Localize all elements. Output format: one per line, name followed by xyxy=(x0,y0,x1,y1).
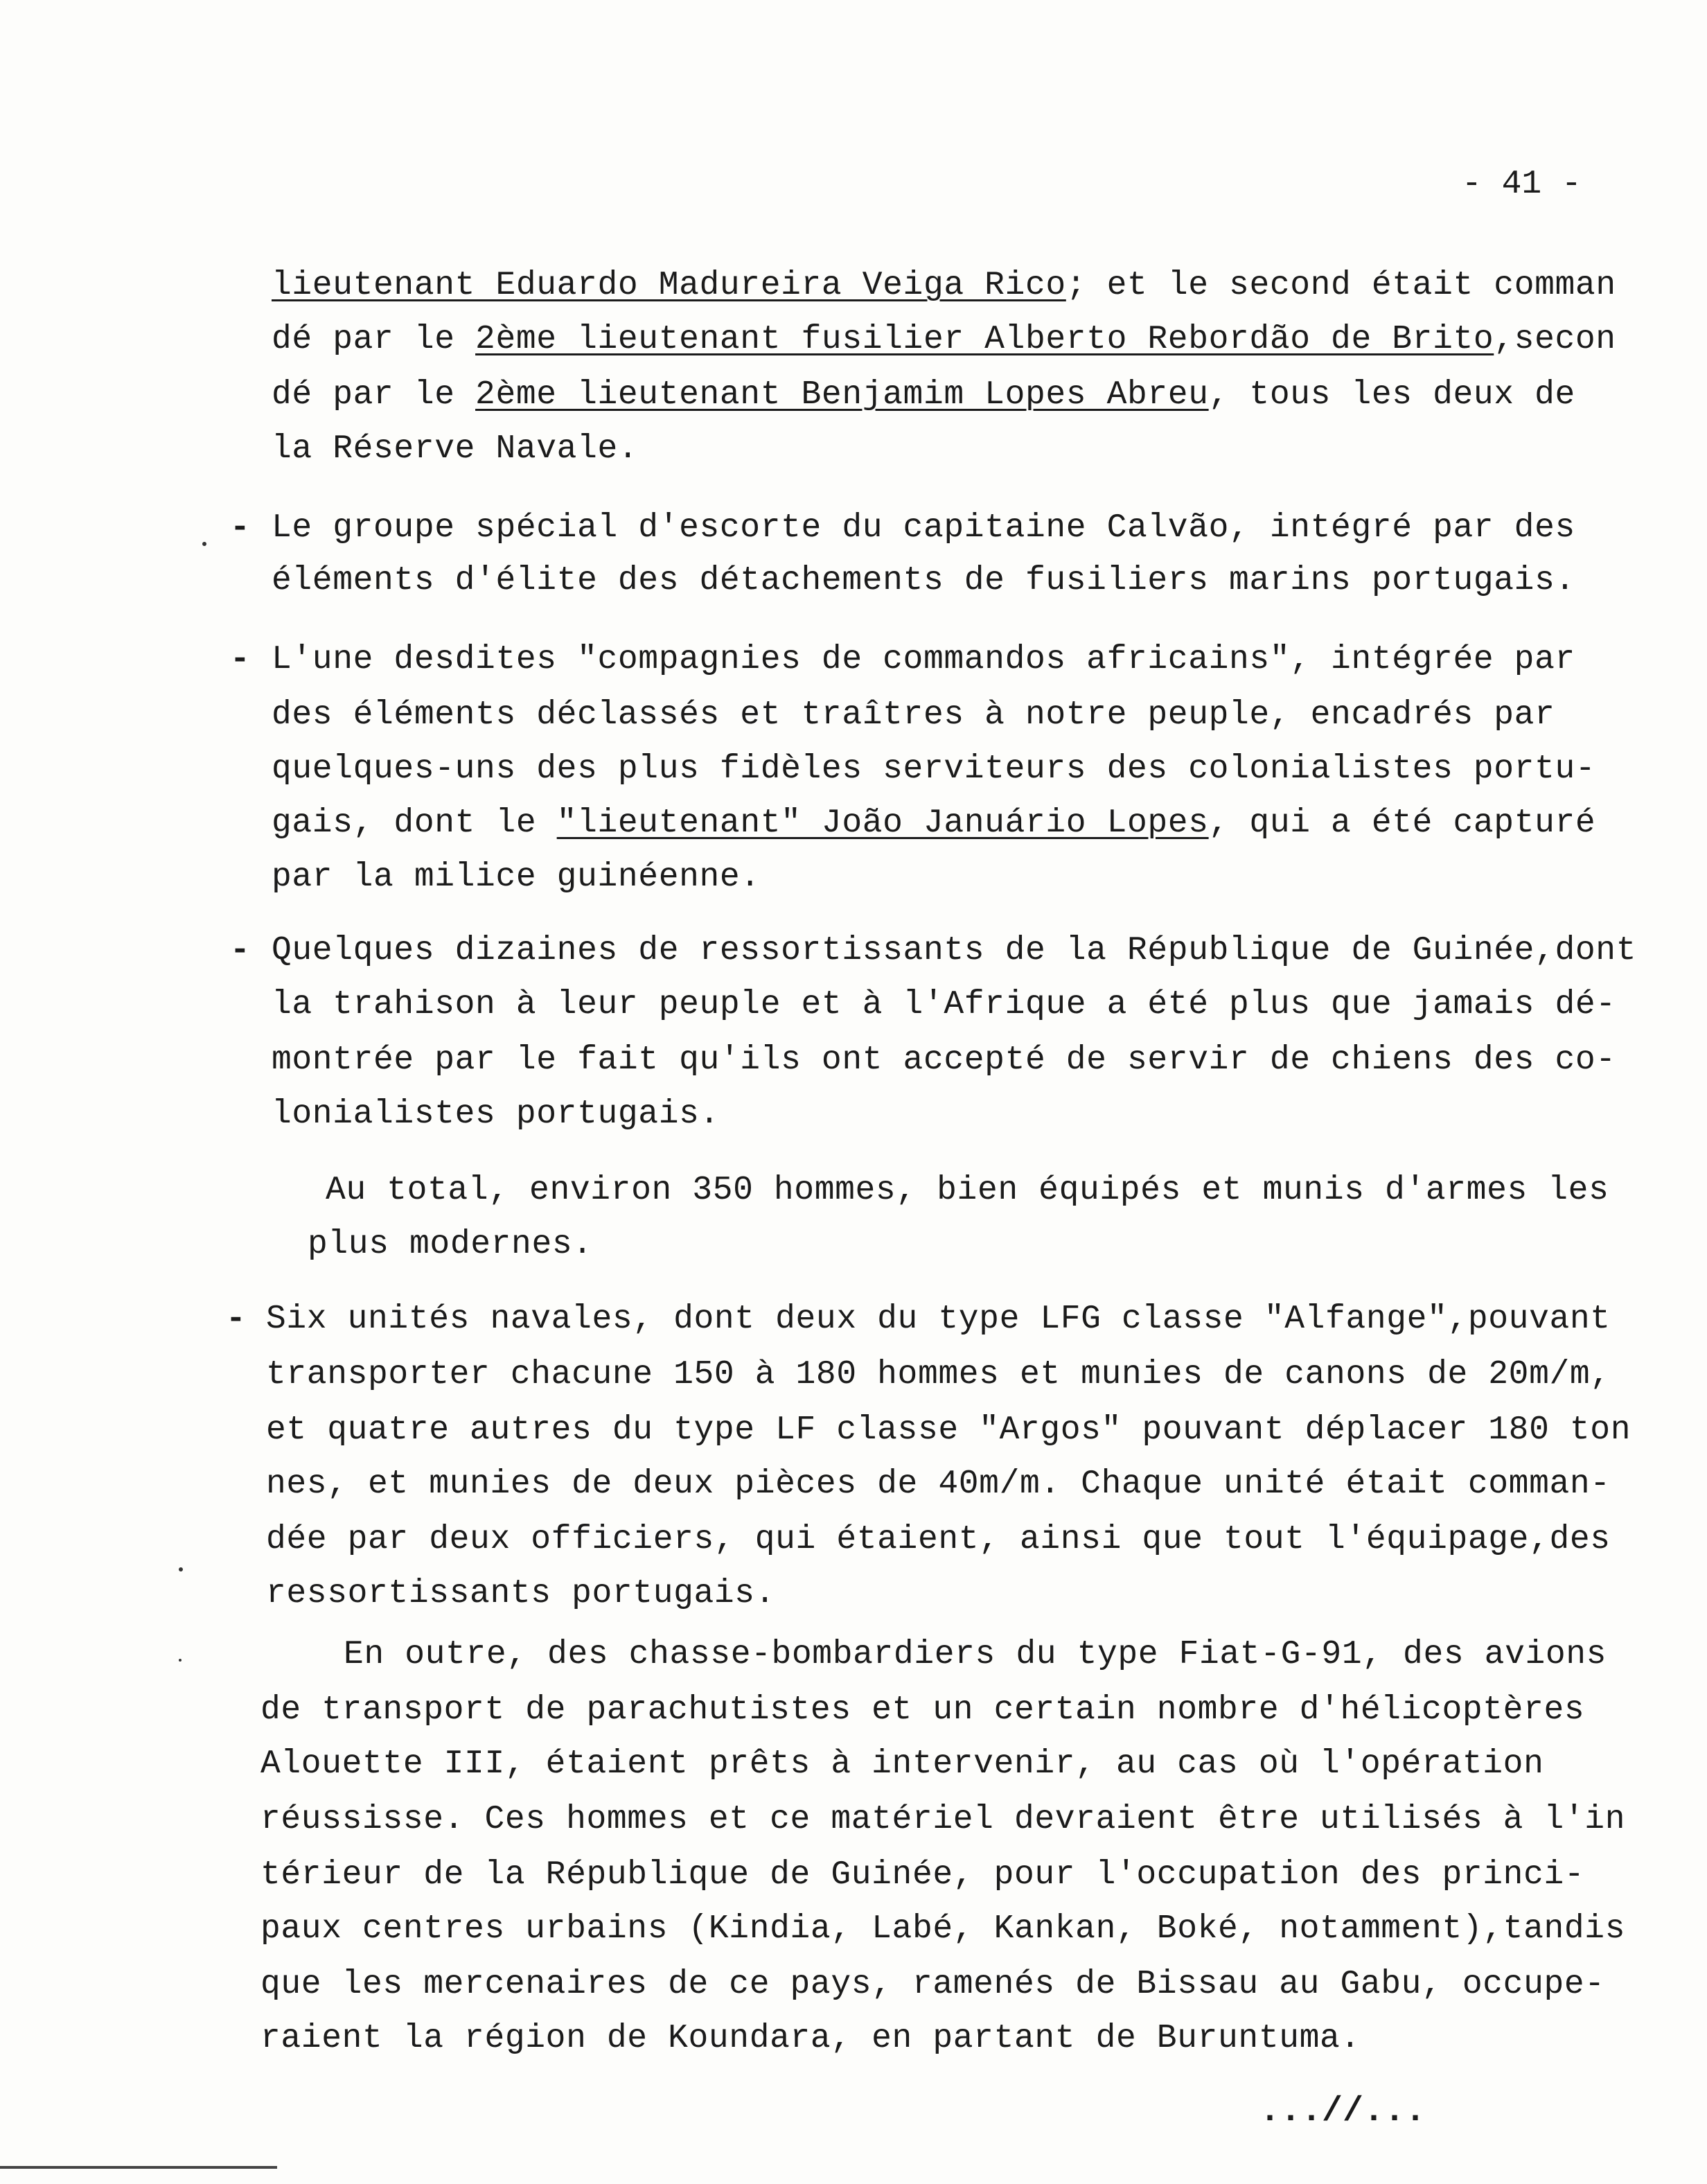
text-line-26: Alouette III, étaient prêts à intervenir, au cas où l'opération xyxy=(260,1745,1544,1783)
underlined-name: 2ème lieutenant fusilier Alberto Rebordão de Brito xyxy=(475,321,1494,358)
underlined-name: "lieutenant" João Januário Lopes xyxy=(556,804,1209,842)
text-line-03: dé par le 2ème lieutenant Benjamim Lopes Abreu, tous les deux de xyxy=(272,376,1575,414)
text-line-21: nes, et munies de deux pièces de 40m/m. Chaque unité était comman- xyxy=(266,1465,1611,1503)
text-line-09: quelques-uns des plus fidèles serviteurs des colonialistes portu- xyxy=(272,750,1596,788)
text-line-12: Quelques dizaines de ressortissants de la République de Guinée,dont xyxy=(272,932,1637,969)
page-number: - 41 - xyxy=(1462,166,1582,203)
text-line-23: ressortissants portugais. xyxy=(266,1575,776,1612)
text-line-18: Six unités navales, dont deux du type LFG classe "Alfange",pouvant xyxy=(266,1301,1611,1338)
text-line-17: plus modernes. xyxy=(308,1226,593,1263)
text-line-04: la Réserve Navale. xyxy=(272,430,639,468)
continuation-marker: ...//... xyxy=(1259,2092,1426,2131)
text-line-15: lonialistes portugais. xyxy=(272,1095,720,1133)
text-line-19: transporter chacune 150 à 180 hommes et munies de canons de 20m/m, xyxy=(266,1356,1611,1393)
scan-speck xyxy=(202,542,206,546)
scan-speck xyxy=(179,1567,183,1571)
bullet-dash: - xyxy=(230,932,250,969)
text-line-24: En outre, des chasse-bombardiers du type Fiat-G-91, des avions xyxy=(344,1636,1607,1673)
text-line-10: gais, dont le "lieutenant" João Januário Lopes, qui a été capturé xyxy=(272,804,1596,842)
bullet-dash: - xyxy=(230,509,250,547)
text-line-08: des éléments déclassés et traîtres à notre peuple, encadrés par xyxy=(272,696,1555,734)
text-line-07: L'une desdites "compagnies de commandos africains", intégrée par xyxy=(272,641,1575,678)
page-bottom-edge xyxy=(0,2166,277,2169)
text-line-27: réussisse. Ces hommes et ce matériel devraient être utilisés à l'in xyxy=(260,1801,1626,1838)
text-line-28: térieur de la République de Guinée, pour l'occupation des princi- xyxy=(260,1856,1585,1894)
text-line-06: éléments d'élite des détachements de fusiliers marins portugais. xyxy=(272,562,1575,599)
underlined-name: 2ème lieutenant Benjamim Lopes Abreu xyxy=(475,376,1209,414)
text-line-14: montrée par le fait qu'ils ont accepté de servir de chiens des co- xyxy=(272,1041,1616,1079)
scan-speck xyxy=(179,1659,182,1662)
underlined-name: lieutenant Eduardo Madureira Veiga Rico xyxy=(272,267,1066,304)
text-line-29: paux centres urbains (Kindia, Labé, Kankan, Boké, notamment),tandis xyxy=(260,1910,1626,1948)
text-line-13: la trahison à leur peuple et à l'Afrique a été plus que jamais dé- xyxy=(272,986,1616,1023)
text-line-16: Au total, environ 350 hommes, bien équipés et munis d'armes les xyxy=(326,1172,1609,1209)
text-line-20: et quatre autres du type LF classe "Argos" pouvant déplacer 180 ton xyxy=(266,1411,1631,1449)
text-line-01: lieutenant Eduardo Madureira Veiga Rico; et le second était comman xyxy=(272,267,1616,304)
text-line-25: de transport de parachutistes et un certain nombre d'hélicoptères xyxy=(260,1691,1585,1729)
text-line-02: dé par le 2ème lieutenant fusilier Alberto Rebordão de Brito,secon xyxy=(272,321,1616,358)
text-line-11: par la milice guinéenne. xyxy=(272,858,761,896)
bullet-dash: - xyxy=(226,1301,246,1338)
text-line-05: Le groupe spécial d'escorte du capitaine Calvão, intégré par des xyxy=(272,509,1575,547)
text-line-30: que les mercenaires de ce pays, ramenés de Bissau au Gabu, occupe- xyxy=(260,1966,1605,2003)
text-line-22: dée par deux officiers, qui étaient, ainsi que tout l'équipage,des xyxy=(266,1521,1611,1558)
bullet-dash: - xyxy=(230,641,250,678)
text-line-31: raient la région de Koundara, en partant de Buruntuma. xyxy=(260,2020,1361,2057)
